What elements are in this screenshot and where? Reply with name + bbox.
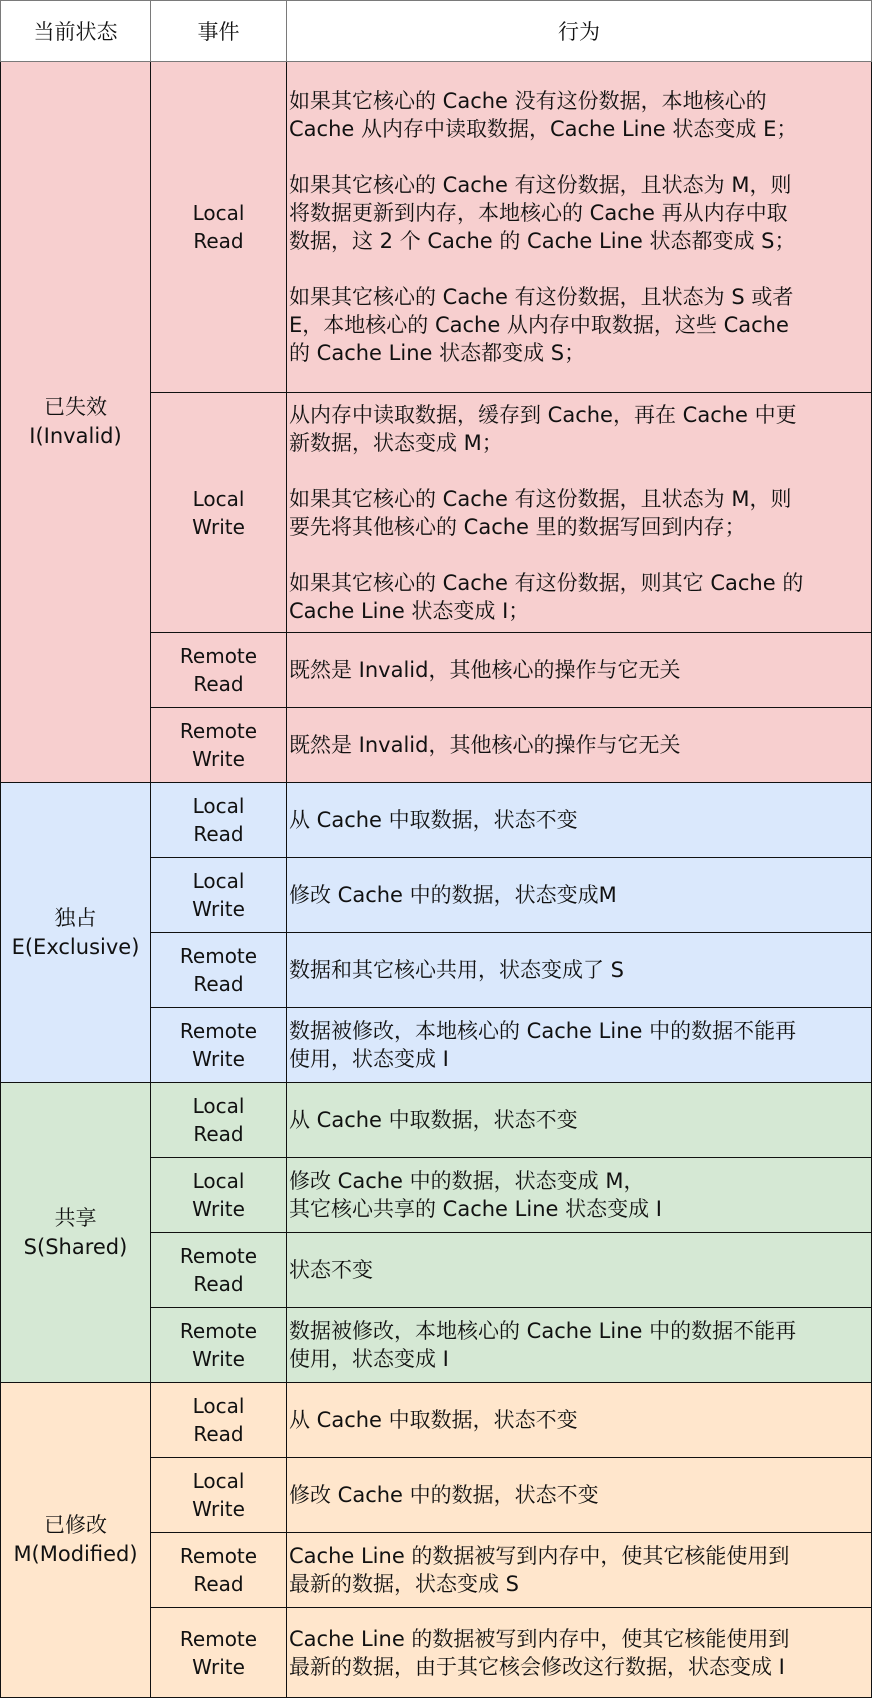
- action-text-line: 最新的数据，状态变成 S: [289, 1572, 520, 1596]
- state-label-line: I(Invalid): [29, 424, 122, 448]
- header-row: [1, 1, 872, 62]
- header-state: 当前状态: [1, 1, 151, 62]
- action-text-line: Cache Line 的数据被写到内存中，使其它核能使用到: [289, 1626, 790, 1651]
- event-label-line: Remote: [179, 644, 258, 668]
- action-cell: [287, 1608, 872, 1698]
- action-text-line: 数据被修改，本地核心的 Cache Line 中的数据不能再: [289, 1019, 797, 1043]
- action-text-line: Cache Line 的数据被写到内存中，使其它核能使用到: [289, 1544, 790, 1568]
- event-label-line: Remote: [179, 1544, 258, 1568]
- event-label-line: Write: [192, 1047, 245, 1071]
- event-label-line: Read: [193, 1572, 244, 1596]
- event-label-line: Write: [192, 1497, 245, 1521]
- action-text-line: 修改 Cache 中的数据，状态变成M: [289, 883, 617, 907]
- action-paragraph: [289, 171, 867, 255]
- action-paragraph: [289, 956, 867, 984]
- event-label-line: Read: [193, 1422, 244, 1446]
- state-label-line: 共享: [54, 1205, 97, 1230]
- table-row: [1, 1083, 872, 1158]
- action-paragraph: [289, 569, 867, 625]
- action-text-line: 最新的数据，由于其它核会修改这行数据，状态变成 I: [289, 1654, 785, 1679]
- action-text-line: 数据和其它核心共用，状态变成了 S: [289, 958, 625, 982]
- event-cell: [151, 1458, 287, 1533]
- event-label-line: Read: [193, 1272, 244, 1296]
- action-paragraph: [289, 87, 867, 143]
- action-text-line: 如果其它核心的 Cache 有这份数据，且状态为 M，则: [289, 486, 792, 511]
- event-label-line: Remote: [179, 1019, 258, 1043]
- state-label-line: S(Shared): [23, 1234, 128, 1259]
- action-text-line: 既然是 Invalid，其他核心的操作与它无关: [289, 658, 681, 682]
- event-label-line: Local: [192, 869, 245, 893]
- event-label-line: Local: [192, 1394, 245, 1418]
- action-paragraph: [289, 881, 867, 909]
- event-cell: [151, 783, 287, 858]
- action-text-line: 如果其它核心的 Cache 没有这份数据，本地核心的: [289, 89, 767, 113]
- action-paragraph: [289, 1481, 867, 1509]
- state-cell-invalid: [1, 62, 151, 783]
- event-label-line: Read: [193, 822, 244, 846]
- action-paragraph: [289, 1625, 867, 1681]
- action-cell: [287, 1158, 872, 1233]
- event-cell: [151, 1158, 287, 1233]
- event-cell: [151, 1008, 287, 1083]
- action-paragraph: [289, 731, 867, 759]
- action-text-line: 如果其它核心的 Cache 有这份数据，且状态为 M，则: [289, 173, 792, 197]
- action-paragraph: [289, 1256, 867, 1284]
- action-cell: [287, 858, 872, 933]
- action-cell: [287, 708, 872, 783]
- event-label-line: Local: [192, 486, 245, 511]
- action-paragraph: [289, 1406, 867, 1434]
- event-label-line: Remote: [179, 719, 258, 743]
- event-label-line: Read: [193, 972, 244, 996]
- table-row: [1, 783, 872, 858]
- action-text-line: Cache 从内存中读取数据，Cache Line 状态变成 E；: [289, 117, 798, 141]
- event-label-line: Read: [193, 229, 244, 253]
- event-cell: [151, 1308, 287, 1383]
- action-paragraph: [289, 1317, 867, 1373]
- action-text-line: 将数据更新到内存，本地核心的 Cache 再从内存中取: [289, 201, 788, 225]
- event-cell: [151, 393, 287, 633]
- state-label-line: 已失效: [44, 395, 107, 419]
- event-cell: [151, 1383, 287, 1458]
- action-text-line: 新数据，状态变成 M；: [289, 430, 503, 455]
- event-cell: [151, 633, 287, 708]
- table-row: [1, 62, 872, 393]
- event-label-line: Remote: [179, 1319, 258, 1343]
- action-text-line: 修改 Cache 中的数据，状态不变: [289, 1483, 599, 1507]
- action-text-line: 既然是 Invalid，其他核心的操作与它无关: [289, 733, 681, 757]
- event-label-line: Local: [192, 201, 245, 225]
- action-cell: [287, 633, 872, 708]
- action-text-line: E，本地核心的 Cache 从内存中取数据，这些 Cache: [289, 313, 789, 337]
- action-text-line: 数据，这 2 个 Cache 的 Cache Line 状态都变成 S；: [289, 229, 796, 253]
- state-label-line: M(Modified): [13, 1542, 138, 1566]
- event-label-line: Remote: [179, 1626, 258, 1651]
- action-text-line: 从 Cache 中取数据，状态不变: [289, 1408, 578, 1432]
- event-cell: [151, 1533, 287, 1608]
- action-text-line: Cache Line 状态变成 I；: [289, 598, 530, 623]
- action-paragraph: [289, 1106, 867, 1134]
- action-text-line: 使用，状态变成 I: [289, 1347, 449, 1371]
- action-paragraph: [289, 401, 867, 457]
- header-event: 事件: [151, 1, 287, 62]
- event-label-line: Local: [192, 1169, 245, 1193]
- event-cell: [151, 708, 287, 783]
- action-text-line: 要先将其他核心的 Cache 里的数据写回到内存；: [289, 514, 746, 539]
- action-cell: [287, 1308, 872, 1383]
- event-cell: [151, 1608, 287, 1698]
- event-label-line: Write: [192, 897, 245, 921]
- action-cell: [287, 1233, 872, 1308]
- event-label-line: Local: [192, 1094, 245, 1118]
- action-paragraph: [289, 485, 867, 541]
- event-cell: [151, 1083, 287, 1158]
- event-label-line: Read: [193, 672, 244, 696]
- action-text-line: 从 Cache 中取数据，状态不变: [289, 808, 578, 832]
- state-cell-modified: [1, 1383, 151, 1698]
- action-text-line: 状态不变: [289, 1258, 373, 1282]
- action-text-line: 从 Cache 中取数据，状态不变: [289, 1108, 578, 1132]
- event-label-line: Write: [192, 1197, 245, 1221]
- event-label-line: Write: [192, 747, 245, 771]
- event-cell: [151, 933, 287, 1008]
- event-label-line: Local: [192, 1469, 245, 1493]
- action-cell: [287, 783, 872, 858]
- action-paragraph: [289, 283, 867, 367]
- event-cell: [151, 62, 287, 393]
- event-label-line: Write: [192, 514, 245, 539]
- action-cell: [287, 1008, 872, 1083]
- event-label-line: Write: [192, 1654, 245, 1679]
- action-text-line: 使用，状态变成 I: [289, 1047, 449, 1071]
- state-label-line: 已修改: [44, 1513, 107, 1537]
- action-cell: [287, 1083, 872, 1158]
- table-row: [1, 1383, 872, 1458]
- event-label-line: Remote: [179, 944, 258, 968]
- action-text-line: 如果其它核心的 Cache 有这份数据，且状态为 S 或者: [289, 285, 794, 309]
- action-cell: [287, 933, 872, 1008]
- state-label-line: E(Exclusive): [11, 934, 140, 959]
- action-cell: [287, 393, 872, 633]
- action-text-line: 如果其它核心的 Cache 有这份数据，则其它 Cache 的: [289, 570, 804, 595]
- action-text-line: 从内存中读取数据，缓存到 Cache，再在 Cache 中更: [289, 402, 797, 427]
- event-cell: [151, 858, 287, 933]
- action-cell: [287, 1383, 872, 1458]
- action-cell: [287, 1533, 872, 1608]
- action-paragraph: [289, 1542, 867, 1598]
- state-label-line: 独占: [54, 905, 97, 930]
- action-paragraph: [289, 1017, 867, 1073]
- action-paragraph: [289, 1167, 867, 1223]
- action-cell: [287, 1458, 872, 1533]
- event-label-line: Local: [192, 794, 245, 818]
- action-text-line: 修改 Cache 中的数据，状态变成 M，: [289, 1169, 645, 1193]
- action-paragraph: [289, 806, 867, 834]
- table-body: [1, 62, 872, 1698]
- action-text-line: 的 Cache Line 状态都变成 S；: [289, 341, 586, 365]
- event-label-line: Read: [193, 1122, 244, 1146]
- action-text-line: 数据被修改，本地核心的 Cache Line 中的数据不能再: [289, 1319, 797, 1343]
- event-label-line: Write: [192, 1347, 245, 1371]
- action-paragraph: [289, 656, 867, 684]
- action-cell: [287, 62, 872, 393]
- event-label-line: Remote: [179, 1244, 258, 1268]
- header-action: 行为: [287, 1, 872, 62]
- state-cell-shared: [1, 1083, 151, 1383]
- event-cell: [151, 1233, 287, 1308]
- state-cell-exclusive: [1, 783, 151, 1083]
- action-text-line: 其它核心共享的 Cache Line 状态变成 I: [289, 1197, 662, 1221]
